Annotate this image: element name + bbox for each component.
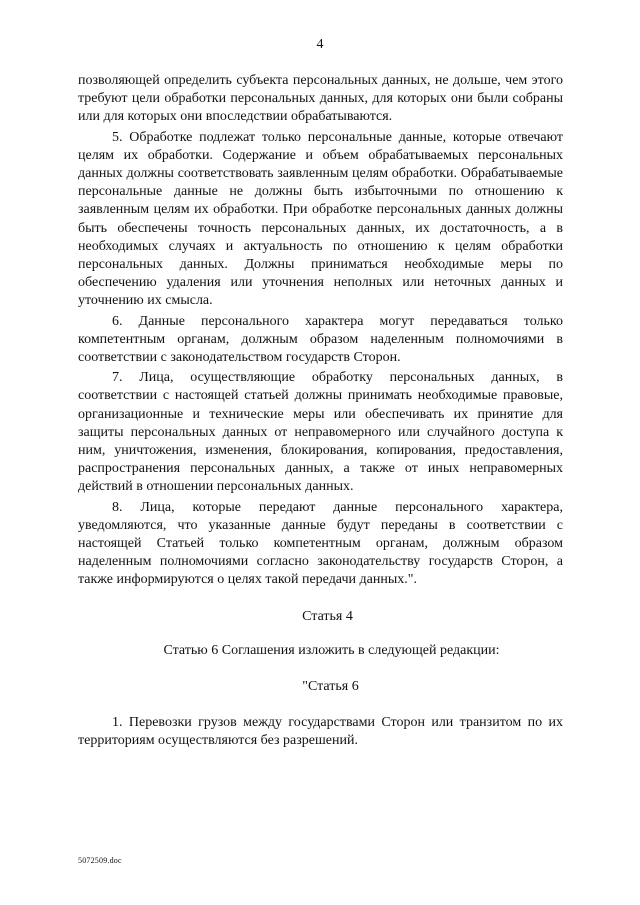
page-number: 4 bbox=[316, 37, 324, 52]
footer-filename: 5072509.doc bbox=[78, 856, 122, 865]
article-lead: Статью 6 Соглашения изложить в следующей редакции: bbox=[163, 642, 500, 658]
document-body bbox=[78, 72, 563, 750]
paragraph-8: 8. Лица, которые передают данные персонального характера, уведомляются, что указанные данные будут переданы в соответствии с настоящей Статьей только компетентным органам, должным образом наделенным полномочиями согласно законодательству государств Сторон, а также информируются о целях такой передачи данных.". bbox=[78, 499, 563, 588]
paragraph-7: 7. Лица, осуществляющие обработку персональных данных, в соответствии с настоящей статьей должны принимать необходимые правовые, организационные и технические меры или обеспечивать их принятие для защиты персональных данных от неправомерного или случайного доступа к ним, уничтожения, изменения, блокирования, копирования, предоставления, распространения персональных данных, а также от иных неправомерных действий в отношении персональных данных. bbox=[78, 370, 563, 495]
article-heading: Статья 4 bbox=[302, 608, 353, 624]
paragraph-5: 5. Обработке подлежат только персональные данные, которые отвечают целям их обработки. Содержание и объем обрабатываемых персональных данных должны соответствовать заявленным целям обработки. Обрабатываемые персональные данные не должны быть избыточными по отношению к заявленным целям их обработки. При обработке персональных данных должны быть обеспечены точность персональных данных, их достаточность, а в необходимых случаях и актуальность по отношению к целям обработки персональных данных. Должны приниматься необходимые меры по обеспечению удаления или уточнения неполных или неточных данных и уточнению их смысла. bbox=[78, 129, 563, 309]
quoted-article-heading: "Статья 6 bbox=[302, 678, 359, 694]
point-1: 1. Перевозки грузов между государствами Сторон или транзитом по их территориям осуществляются без разрешений. bbox=[78, 714, 563, 748]
paragraph-6: 6. Данные персонального характера могут передаваться только компетентным органам, должным образом наделенным полномочиями в соответствии с законодательством государств Сторон. bbox=[78, 313, 563, 366]
paragraph-continuation: позволяющей определить субъекта персональных данных, не дольше, чем этого требуют цели обработки персональных данных, для которых они были собраны или для которых они впоследствии обрабатываются. bbox=[78, 73, 563, 125]
